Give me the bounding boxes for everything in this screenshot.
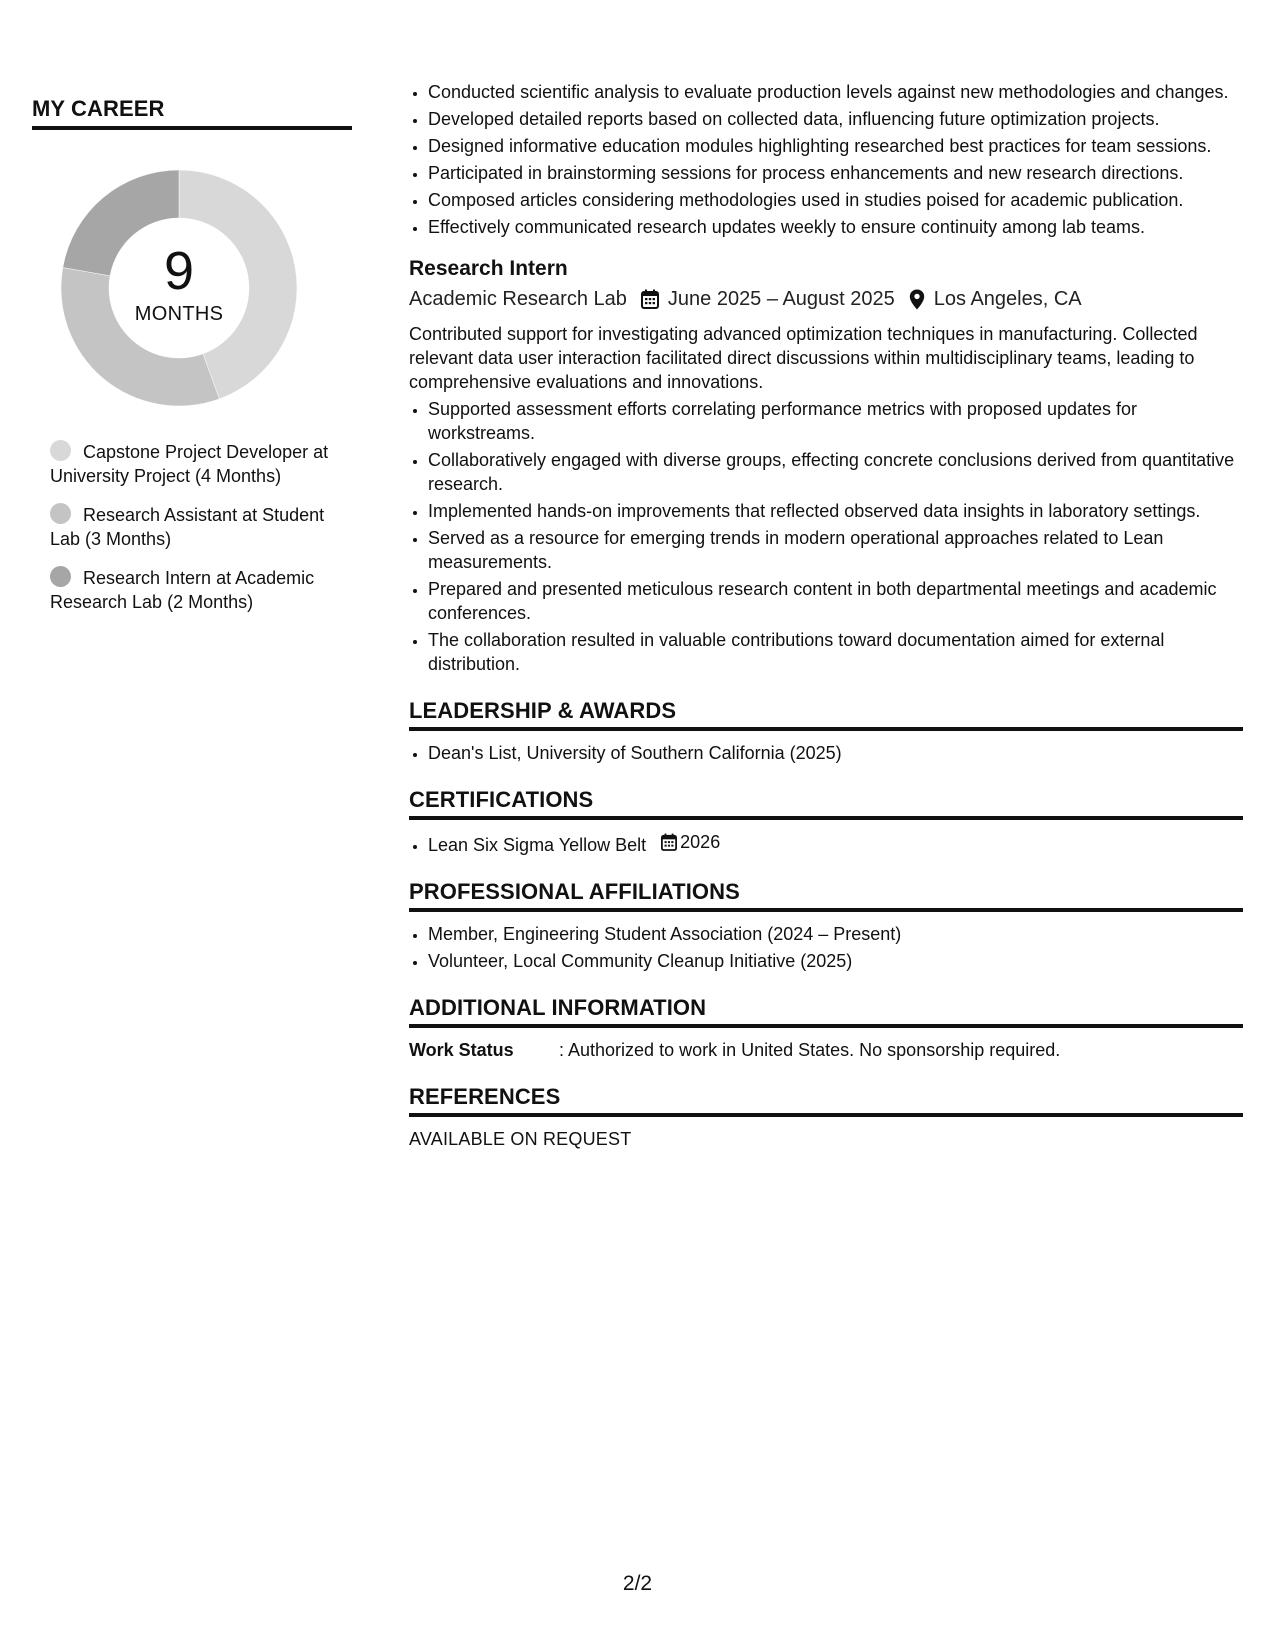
list-item: • Member, Engineering Student Association (2024 – Present) <box>428 922 1243 946</box>
main-column <box>409 80 1243 1151</box>
job-description: Contributed support for investigating advanced optimization techniques in manufacturing. Collected relevant data user interaction facilitated direct discussions within multidisciplinary teams, leading to comprehensive evaluations and innovations. <box>409 324 1198 392</box>
affiliations-list <box>409 922 1243 973</box>
legend-dot <box>50 440 71 461</box>
certification-name: Lean Six Sigma Yellow Belt <box>428 835 647 855</box>
list-item: • Participated in brainstorming sessions for process enhancements and new research directions. <box>428 161 1243 185</box>
list-item: • Composed articles considering methodologies used in studies poised for academic publication. <box>428 188 1243 212</box>
calendar-icon <box>641 289 659 309</box>
list-item: • Prepared and presented meticulous research content in both departmental meetings and academic conferences. <box>428 577 1243 625</box>
page-number: 2/2 <box>622 1572 653 1595</box>
list-item: • Conducted scientific analysis to evaluate production levels against new methodologies and changes. <box>428 80 1243 104</box>
additional-section <box>409 995 1243 1062</box>
job-company: Academic Research Lab <box>409 288 627 310</box>
list-item: • Designed informative education modules highlighting researched best practices for team sessions. <box>428 134 1243 158</box>
list-item: • Volunteer, Local Community Cleanup Initiative (2025) <box>428 949 1243 973</box>
career-donut-chart <box>55 164 303 412</box>
references-section <box>409 1084 1243 1151</box>
job-bullets <box>409 397 1243 676</box>
career-total-unit: MONTHS <box>134 302 224 325</box>
legend-dot <box>50 503 71 524</box>
legend-label: Research Intern at Academic Research Lab (2 Months) <box>50 568 315 612</box>
additional-title: ADDITIONAL INFORMATION <box>409 995 1243 1028</box>
list-item: • Dean's List, University of Southern California (2025) <box>428 741 1243 765</box>
job-location: Los Angeles, CA <box>933 288 1082 310</box>
job-dates: June 2025 – August 2025 <box>667 288 895 310</box>
list-item: • The collaboration resulted in valuable contributions toward documentation aimed for external distribution. <box>428 628 1243 676</box>
list-item <box>428 830 1243 857</box>
list-item: • Effectively communicated research updates weekly to ensure continuity among lab teams. <box>428 215 1243 239</box>
work-status-row <box>409 1038 1243 1062</box>
career-sidebar <box>32 96 352 629</box>
legend-item <box>50 440 340 488</box>
references-text: AVAILABLE ON REQUEST <box>409 1129 632 1149</box>
leadership-title: LEADERSHIP & AWARDS <box>409 698 1243 731</box>
leadership-section <box>409 698 1243 765</box>
list-item: • Developed detailed reports based on collected data, influencing future optimization projects. <box>428 107 1243 131</box>
certifications-list <box>409 830 1243 857</box>
prev-job-bullets <box>409 80 1243 239</box>
donut-center <box>55 164 303 412</box>
legend-item <box>50 503 340 551</box>
leadership-list <box>409 741 1243 765</box>
career-legend <box>50 440 340 614</box>
career-total-months: 9 <box>163 240 195 301</box>
legend-dot <box>50 566 71 587</box>
affiliations-title: PROFESSIONAL AFFILIATIONS <box>409 879 1243 912</box>
map-pin-icon <box>909 289 925 310</box>
calendar-icon <box>661 833 677 851</box>
work-status-value: : Authorized to work in United States. No sponsorship required. <box>559 1040 1061 1060</box>
legend-label: Research Assistant at Student Lab (3 Months) <box>50 505 325 549</box>
job-title: Research Intern <box>409 257 568 280</box>
legend-label: Capstone Project Developer at University Project (4 Months) <box>50 442 329 486</box>
list-item: • Served as a resource for emerging trends in modern operational approaches related to Lean measurements. <box>428 526 1243 574</box>
job-meta <box>409 285 1243 313</box>
list-item: • Implemented hands-on improvements that reflected observed data insights in laboratory settings. <box>428 499 1243 523</box>
certifications-title: CERTIFICATIONS <box>409 787 1243 820</box>
list-item: • Collaboratively engaged with diverse groups, effecting concrete conclusions derived from quantitative research. <box>428 448 1243 496</box>
legend-item <box>50 566 340 614</box>
affiliations-section <box>409 879 1243 973</box>
references-title: REFERENCES <box>409 1084 1243 1117</box>
list-item: • Supported assessment efforts correlating performance metrics with proposed updates for workstreams. <box>428 397 1243 445</box>
certifications-section <box>409 787 1243 857</box>
certification-year: 2026 <box>680 832 721 852</box>
career-title: MY CAREER <box>32 96 352 130</box>
certification-date <box>661 830 720 854</box>
work-status-label: Work Status <box>409 1040 514 1060</box>
